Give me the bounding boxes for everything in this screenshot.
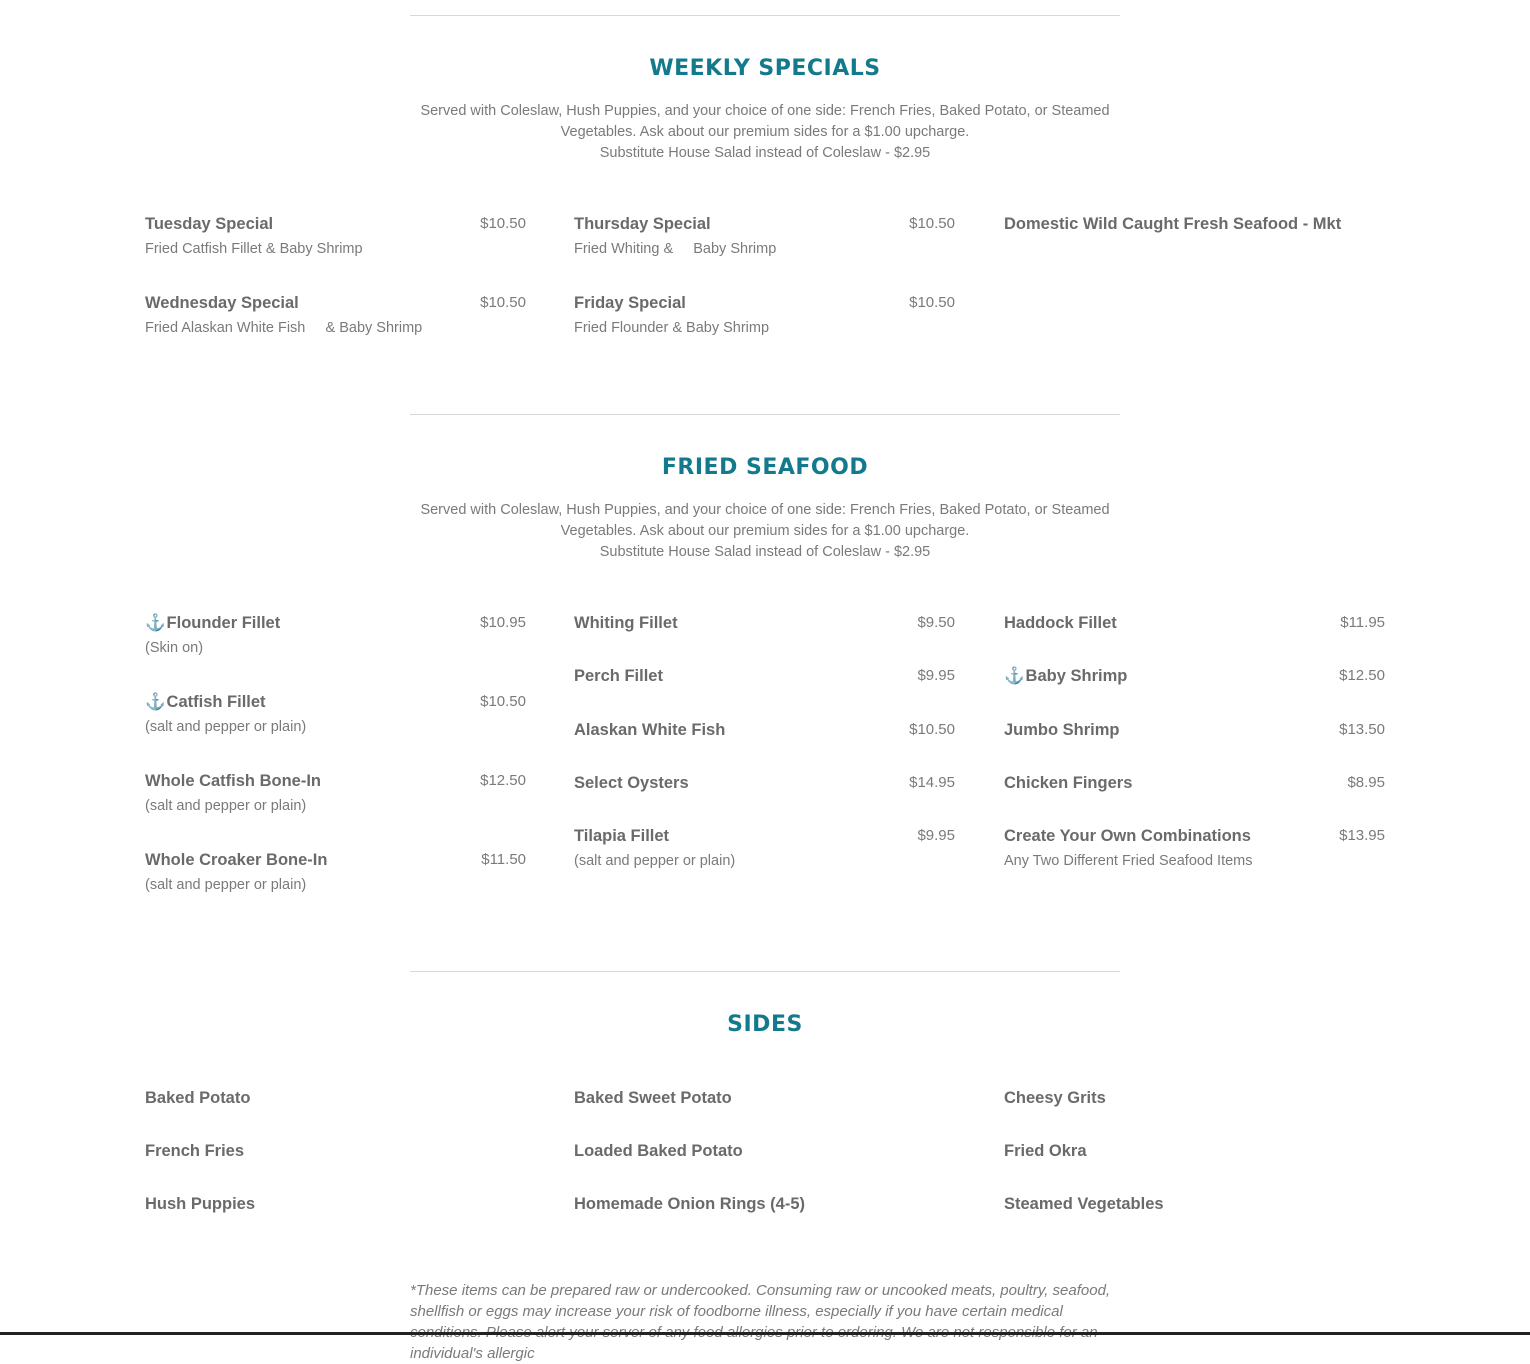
section-divider (410, 414, 1120, 415)
item-name: French Fries (145, 1142, 245, 1160)
item-name: Alaskan White Fish (574, 721, 726, 739)
menu-item (574, 292, 955, 338)
anchor-icon: ⚓ (145, 693, 166, 711)
menu-item (574, 213, 955, 259)
item-price: $9.50 (917, 614, 955, 631)
item-description: (salt and pepper or plain) (145, 798, 307, 814)
item-price: $11.95 (1340, 614, 1385, 631)
side-item (1004, 1087, 1385, 1109)
item-price: $14.95 (909, 774, 955, 791)
item-price: $10.50 (480, 294, 526, 311)
item-name: Haddock Fillet (1004, 614, 1117, 632)
item-name: Domestic Wild Caught Fresh Seafood - Mkt (1004, 215, 1342, 233)
item-description: (salt and pepper or plain) (145, 719, 307, 735)
item-name: Chicken Fingers (1004, 774, 1133, 792)
fried-desc-line-1: Served with Coleslaw, Hush Puppies, and your choice of one side: French Fries, Baked Potato, or Steamed Vegetables. Ask about our premium sides for a $1.00 upcharge. (420, 502, 1110, 539)
weekly-desc-line-2: Substitute House Salad instead of Coleslaw - $2.95 (599, 145, 931, 161)
item-name: Select Oysters (574, 774, 689, 792)
fried-desc-line-2: Substitute House Salad instead of Coleslaw - $2.95 (599, 544, 931, 560)
side-item (574, 1140, 955, 1162)
menu-item (1004, 665, 1385, 687)
item-name: Perch Fillet (574, 667, 663, 685)
item-name: Jumbo Shrimp (1004, 721, 1120, 739)
side-item (145, 1193, 526, 1215)
item-description: Fried Whiting & Baby Shrimp (574, 241, 777, 257)
item-description: Fried Alaskan White Fish & Baby Shrimp (145, 320, 423, 336)
menu-item (145, 213, 526, 259)
item-description: Fried Flounder & Baby Shrimp (574, 320, 770, 336)
item-name: Baked Sweet Potato (574, 1089, 732, 1107)
side-item (1004, 1193, 1385, 1215)
item-price: $11.50 (481, 851, 526, 868)
menu-item (145, 770, 526, 816)
item-name: Tuesday Special (145, 215, 274, 233)
item-name: Catfish Fillet (166, 693, 266, 711)
item-name: Wednesday Special (145, 294, 299, 312)
anchor-icon: ⚓ (145, 614, 166, 632)
item-name: Friday Special (574, 294, 686, 312)
item-description: Fried Catfish Fillet & Baby Shrimp (145, 241, 363, 257)
item-name: Flounder Fillet (166, 614, 281, 632)
menu-item (145, 691, 526, 737)
item-name: Create Your Own Combinations (1004, 827, 1251, 845)
side-item (145, 1087, 526, 1109)
item-price: $10.50 (480, 693, 526, 710)
menu-item (574, 719, 955, 741)
menu-item (145, 612, 526, 658)
item-name: Homemade Onion Rings (4-5) (574, 1195, 806, 1213)
food-safety-disclaimer: *These items can be prepared raw or undercooked. Consuming raw or uncooked meats, poultry, seafood, shellfish or eggs may increase your risk of foodborne illness, especially if you have certain medical individual's allergic (410, 1282, 1111, 1362)
item-name-row (145, 612, 526, 634)
item-name: Whiting Fillet (574, 614, 678, 632)
side-item (145, 1140, 526, 1162)
menu-item (574, 612, 955, 634)
item-description: (salt and pepper or plain) (574, 853, 736, 869)
item-name: Cheesy Grits (1004, 1089, 1106, 1107)
item-price: $10.95 (480, 614, 526, 631)
menu-item (1004, 213, 1424, 235)
item-price: $8.95 (1347, 774, 1385, 791)
item-name: Whole Croaker Bone-In (145, 851, 328, 869)
item-price: $13.50 (1339, 721, 1385, 738)
item-name: Thursday Special (574, 215, 711, 233)
menu-item (574, 772, 955, 794)
weekly-desc-line-1: Served with Coleslaw, Hush Puppies, and your choice of one side: French Fries, Baked Potato, or Steamed Vegetables. Ask about our premium sides for a $1.00 upcharge. (420, 103, 1110, 140)
item-price: $10.50 (909, 721, 955, 738)
anchor-icon: ⚓ (1004, 667, 1025, 685)
item-price: $10.50 (480, 215, 526, 232)
item-name: Baked Potato (145, 1089, 251, 1107)
item-description: Any Two Different Fried Seafood Items (1004, 853, 1253, 869)
item-description: (Skin on) (145, 640, 204, 656)
item-price: $9.95 (917, 667, 955, 684)
weekly-specials-description (420, 101, 1110, 164)
item-name-row (1004, 665, 1385, 687)
weekly-specials-title: WEEKLY SPECIALS (649, 56, 881, 81)
menu-item (1004, 612, 1385, 634)
item-name: Baby Shrimp (1025, 667, 1128, 685)
side-item (1004, 1140, 1385, 1162)
sides-title: SIDES (727, 1012, 803, 1037)
menu-item (1004, 719, 1385, 741)
menu-item (1004, 772, 1385, 794)
menu-item (574, 665, 955, 687)
item-price: $12.50 (1339, 667, 1385, 684)
item-price: $10.50 (909, 215, 955, 232)
fried-seafood-description (420, 500, 1110, 563)
fried-seafood-title: FRIED SEAFOOD (661, 455, 869, 480)
menu-item (145, 292, 526, 338)
item-name: Whole Catfish Bone-In (145, 772, 321, 790)
item-price: $13.95 (1339, 827, 1385, 844)
side-item (574, 1193, 955, 1215)
item-name: Steamed Vegetables (1004, 1195, 1164, 1213)
item-name: Loaded Baked Potato (574, 1142, 743, 1160)
menu-item (145, 849, 526, 895)
item-description: (salt and pepper or plain) (145, 877, 307, 893)
item-name: Tilapia Fillet (574, 827, 670, 845)
section-divider (410, 971, 1120, 972)
side-item (574, 1087, 955, 1109)
menu-item (574, 825, 955, 871)
item-price: $12.50 (480, 772, 526, 789)
menu-item (1004, 825, 1385, 871)
item-price: $10.50 (909, 294, 955, 311)
item-name: Fried Okra (1004, 1142, 1087, 1160)
item-name: Hush Puppies (145, 1195, 256, 1213)
item-name-row (145, 691, 526, 713)
section-divider (410, 15, 1120, 16)
item-price: $9.95 (917, 827, 955, 844)
